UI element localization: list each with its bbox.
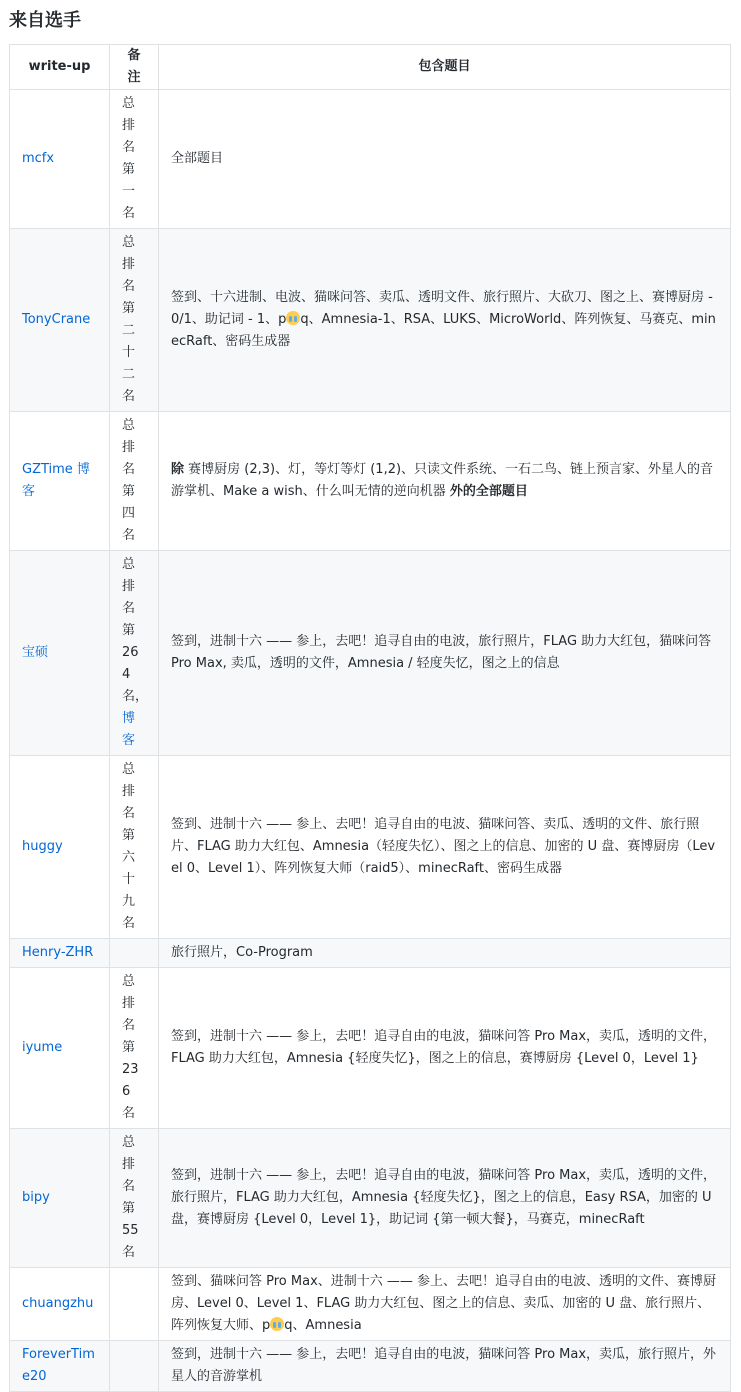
problems-cell: 签到，进制十六 —— 参上，去吧！追寻自由的电波，猫咪问答 Pro Max，卖瓜，透明的文件，旅行照片，FLAG 助力大红包，Amnesia {轻度失忆}，图之上的信息，Easy RSA，加密的 U 盘，赛博厨房 {Level 0，Level 1}，助记词 {第一顿大餐}，马赛克，minecRaft [159, 1129, 731, 1268]
note-cell: 总排名第六十九名 [110, 756, 159, 939]
writeup-link[interactable]: 宝硕 [22, 645, 49, 660]
problems-cell: 签到，进制十六 —— 参上，去吧！追寻自由的电波，猫咪问答 Pro Max，卖瓜，旅行照片，外星人的音游掌机 [159, 1341, 731, 1392]
writeup-link[interactable]: GZTime 博客 [22, 462, 90, 499]
note-cell: 总排名第 264 名，博客 [110, 551, 159, 756]
note-cell: 总排名第 55 名 [110, 1129, 159, 1268]
table-row [10, 90, 731, 229]
note-cell: 总排名第四名 [110, 412, 159, 551]
header-note: 备注 [110, 45, 159, 90]
table-header-row [10, 45, 731, 90]
table-row [10, 412, 731, 551]
header-problems: 包含题目 [159, 45, 731, 90]
note-cell [110, 1341, 159, 1392]
crying-face-icon [270, 1317, 284, 1331]
problems-cell: 签到、十六进制、电波、猫咪问答、卖瓜、透明文件、旅行照片、大砍刀、图之上、赛博厨房 - 0/1、助记词 - 1、p q、Amnesia-1、RSA、LUKS、MicroWorld、阵列恢复、马赛克、minecRaft、密码生成器 [159, 229, 731, 412]
writeup-link[interactable]: huggy [22, 839, 63, 854]
writeup-link[interactable]: mcfx [22, 151, 55, 166]
problems-cell: 全部题目 [159, 90, 731, 229]
table-row [10, 1341, 731, 1392]
section-title: 来自选手 [9, 10, 81, 31]
table-row [10, 229, 731, 412]
writeup-table [9, 44, 731, 1392]
note-cell: 总排名第一名 [110, 90, 159, 229]
table-row [10, 1129, 731, 1268]
writeup-link[interactable]: chuangzhu [22, 1296, 94, 1311]
table-row [10, 1268, 731, 1341]
blog-link[interactable]: 博客 [122, 711, 136, 748]
table-row [10, 551, 731, 756]
writeup-link[interactable]: ForeverTime20 [22, 1347, 95, 1384]
table-row [10, 756, 731, 939]
table-row [10, 968, 731, 1129]
writeup-link[interactable]: Henry-ZHR [22, 945, 94, 960]
writeup-link[interactable]: iyume [22, 1040, 63, 1055]
table-row [10, 939, 731, 968]
note-cell [110, 939, 159, 968]
problems-cell: 签到、进制十六 —— 参上、去吧！追寻自由的电波、猫咪问答、卖瓜、透明的文件、旅行照片、FLAG 助力大红包、Amnesia（轻度失忆）、图之上的信息、加密的 U 盘、赛博厨房（Level 0、Level 1）、阵列恢复大师（raid5）、minecRaft、密码生成器 [159, 756, 731, 939]
note-cell: 总排名第 236 名 [110, 968, 159, 1129]
note-cell: 总排名第二十二名 [110, 229, 159, 412]
problems-cell: 签到、猫咪问答 Pro Max、进制十六 —— 参上、去吧！追寻自由的电波、透明的文件、赛博厨房、Level 0、Level 1、FLAG 助力大红包、图之上的信息、卖瓜、加密的 U 盘、旅行照片、阵列恢复大师、p q、Amnesia [159, 1268, 731, 1341]
writeup-link[interactable]: TonyCrane [22, 312, 91, 327]
problems-cell: 签到，进制十六 —— 参上，去吧！追寻自由的电波，猫咪问答 Pro Max，卖瓜，透明的文件，FLAG 助力大红包，Amnesia {轻度失忆}，图之上的信息，赛博厨房 {Level 0，Level 1} [159, 968, 731, 1129]
writeup-link[interactable]: bipy [22, 1190, 50, 1205]
problems-cell: 除 赛博厨房 (2,3)、灯，等灯等灯 (1,2)、只读文件系统、一石二鸟、链上预言家、外星人的音游掌机、Make a wish、什么叫无情的逆向机器 外的全部题目 [159, 412, 731, 551]
problems-cell: 签到，进制十六 —— 参上，去吧！追寻自由的电波，旅行照片，FLAG 助力大红包，猫咪问答 Pro Max, 卖瓜，透明的文件，Amnesia / 轻度失忆，图之上的信息 [159, 551, 731, 756]
crying-face-icon [286, 311, 300, 325]
note-cell [110, 1268, 159, 1341]
problems-cell: 旅行照片，Co-Program [159, 939, 731, 968]
header-writeup: write-up [10, 45, 110, 90]
